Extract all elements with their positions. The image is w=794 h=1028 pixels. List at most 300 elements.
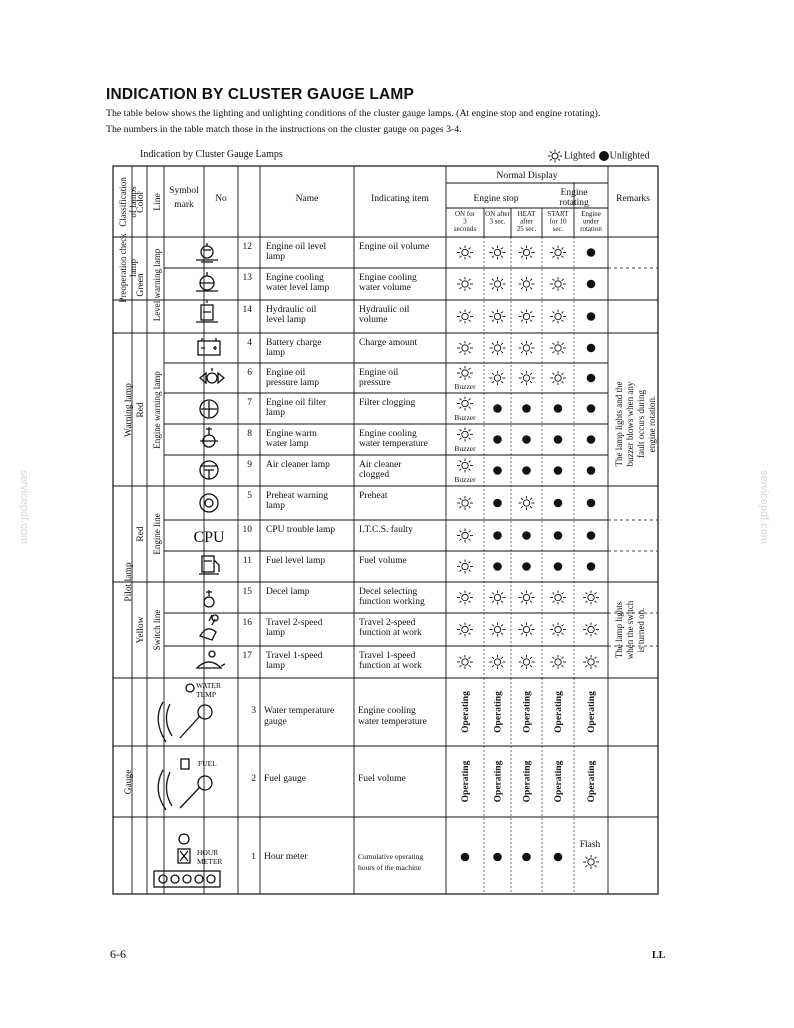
lighted-lamp-ray xyxy=(469,407,471,409)
lighted-lamp-ray xyxy=(562,287,564,289)
lighted-lamp-icon xyxy=(555,659,561,665)
lighted-lamp-ray xyxy=(469,312,471,314)
unlighted-lamp-icon xyxy=(587,435,596,444)
lighted-lamp-ray xyxy=(553,287,555,289)
lighted-lamp-ray xyxy=(501,256,503,258)
lighted-lamp-ray xyxy=(553,625,555,627)
gauge-symbol-label: HOUR xyxy=(197,848,219,857)
lighted-lamp-icon xyxy=(462,532,468,538)
lighted-lamp-ray xyxy=(553,593,555,595)
page-code: LL xyxy=(652,950,666,961)
header-sub: 3 sec. xyxy=(489,217,506,226)
header-symbol: mark xyxy=(174,200,194,210)
row-item: Engine cooling xyxy=(359,273,417,283)
unlighted-lamp-icon xyxy=(587,404,596,413)
lighted-lamp-icon xyxy=(462,370,468,376)
lighted-lamp-ray xyxy=(595,665,597,667)
lighted-lamp-ray xyxy=(501,312,503,314)
row-no: 17 xyxy=(242,651,252,661)
icon-part xyxy=(196,300,218,322)
lighted-lamp-icon xyxy=(457,246,473,260)
icon-part xyxy=(201,246,213,258)
lighted-lamp-ray xyxy=(501,343,503,345)
group-switch-line: Switch line xyxy=(152,609,162,651)
lighted-lamp-icon xyxy=(523,375,529,381)
row-item: function at work xyxy=(359,628,422,638)
icon-part xyxy=(197,662,225,668)
row-no: 14 xyxy=(242,305,252,315)
lighted-lamp-icon xyxy=(519,623,535,637)
row-name: Fuel level lamp xyxy=(266,556,326,566)
group-engine-line: Engine line xyxy=(152,513,162,555)
gauge-item: hours of the machine xyxy=(358,863,422,872)
remarks-switch: The lamp lights xyxy=(614,601,624,659)
lighted-lamp-ray xyxy=(492,633,494,635)
lighted-lamp-ray xyxy=(595,593,597,595)
lighted-lamp-ray xyxy=(492,381,494,383)
lighted-lamp-ray xyxy=(469,562,471,564)
lighted-lamp-ray xyxy=(530,593,532,595)
gauge-name: gauge xyxy=(264,717,287,727)
header-sub: HEAT xyxy=(517,210,536,218)
row-item: Fuel volume xyxy=(359,556,407,566)
header-normal-display: Normal Display xyxy=(496,171,558,181)
lighted-lamp-icon xyxy=(519,591,535,605)
row-item: Filter clogging xyxy=(359,398,416,408)
operating-label: Operating xyxy=(461,760,471,803)
lighted-lamp-ray xyxy=(460,657,462,659)
lighted-lamp-icon xyxy=(523,500,529,506)
unlighted-lamp-icon xyxy=(587,344,596,353)
lighted-lamp-ray xyxy=(460,438,462,440)
lighted-lamp-ray xyxy=(460,287,462,289)
lighted-lamp-ray xyxy=(469,461,471,463)
header-sub: under xyxy=(583,217,599,226)
header-sub: sec. xyxy=(552,225,564,233)
lighted-lamp-icon xyxy=(462,249,468,255)
unlighted-lamp-icon xyxy=(493,853,502,862)
header-sub: ON after xyxy=(485,210,510,218)
lighted-lamp-icon xyxy=(550,246,566,260)
lighted-lamp-ray xyxy=(530,633,532,635)
lighted-lamp-ray xyxy=(562,625,564,627)
lighted-lamp-ray xyxy=(469,601,471,603)
lighted-lamp-ray xyxy=(530,320,532,322)
lighted-lamp-ray xyxy=(469,343,471,345)
lighted-lamp-ray xyxy=(469,633,471,635)
header-sub: 25 sec. xyxy=(516,225,537,233)
lighted-lamp-ray xyxy=(530,279,532,281)
lighted-lamp-ray xyxy=(460,461,462,463)
lighted-lamp-ray xyxy=(460,399,462,401)
icon-part xyxy=(180,851,188,861)
unlighted-lamp-icon xyxy=(522,562,531,571)
lighted-lamp-ray xyxy=(521,256,523,258)
lighted-lamp-ray xyxy=(553,351,555,353)
lighted-lamp-ray xyxy=(530,312,532,314)
icon-part xyxy=(201,401,217,417)
lighted-lamp-icon xyxy=(457,623,473,637)
header-sub: 3 xyxy=(463,217,467,226)
row-item: Hydraulic oil xyxy=(359,305,410,315)
unlighted-lamp-icon xyxy=(522,466,531,475)
unlighted-lamp-icon xyxy=(493,435,502,444)
lighted-lamp-ray xyxy=(469,593,471,595)
lighted-lamp-icon xyxy=(588,659,594,665)
unlighted-lamp-icon xyxy=(587,280,596,289)
gauge-item: Cumulative operating xyxy=(358,852,424,861)
lighted-lamp-icon xyxy=(494,594,500,600)
row-name: level lamp xyxy=(266,315,306,325)
row-item: Charge amount xyxy=(359,338,418,348)
lighted-lamp-ray xyxy=(460,633,462,635)
lighted-lamp-ray xyxy=(530,657,532,659)
header-color: Color xyxy=(136,191,146,213)
group-red: Red xyxy=(136,526,146,542)
lighted-lamp-ray xyxy=(530,506,532,508)
lighted-lamp-ray xyxy=(530,625,532,627)
lighted-lamp-icon xyxy=(519,496,535,510)
lighted-lamp-ray xyxy=(460,469,462,471)
icon-part xyxy=(201,338,217,350)
lighted-lamp-ray xyxy=(562,381,564,383)
lighted-lamp-icon xyxy=(588,594,594,600)
lighted-lamp-ray xyxy=(469,320,471,322)
lighted-lamp-ray xyxy=(553,343,555,345)
lighted-lamp-ray xyxy=(530,381,532,383)
gauge-symbol-label: WATER xyxy=(196,681,221,690)
lighted-lamp-ray xyxy=(530,248,532,250)
lighted-lamp-ray xyxy=(501,633,503,635)
row-no: 7 xyxy=(247,398,252,408)
lighted-lamp-icon xyxy=(523,594,529,600)
lighted-lamp-ray xyxy=(521,312,523,314)
lighted-lamp-icon xyxy=(457,560,473,574)
unlighted-lamp-icon xyxy=(587,499,596,508)
lighted-lamp-ray xyxy=(460,506,462,508)
lighted-lamp-ray xyxy=(553,665,555,667)
unlighted-lamp-icon xyxy=(587,466,596,475)
icon-part xyxy=(171,875,179,883)
row-name: Battery charge xyxy=(266,338,322,348)
lighted-lamp-ray xyxy=(562,256,564,258)
row-item: Travel 2-speed xyxy=(359,618,416,628)
cpu-icon: CPU xyxy=(193,529,225,546)
unlighted-lamp-icon xyxy=(554,562,563,571)
lighted-lamp-ray xyxy=(460,279,462,281)
header-sub: after xyxy=(520,217,533,226)
gauge-name: Fuel gauge xyxy=(264,774,306,784)
operating-label: Operating xyxy=(522,691,533,733)
lighted-lamp-icon xyxy=(494,249,500,255)
lighted-lamp-icon xyxy=(583,655,599,669)
lighted-lamp-icon xyxy=(555,345,561,351)
lighted-lamp-ray xyxy=(492,256,494,258)
lighted-lamp-ray xyxy=(595,865,597,867)
unlighted-lamp-icon xyxy=(493,531,502,540)
row-name: lamp xyxy=(266,628,285,638)
lighted-lamp-ray xyxy=(469,287,471,289)
lighted-lamp-icon xyxy=(555,626,561,632)
icon-part xyxy=(196,243,218,262)
row-name: water lamp xyxy=(266,439,309,449)
header-classification: Classification xyxy=(118,177,128,227)
lighted-lamp-ray xyxy=(553,601,555,603)
lighted-lamp-ray xyxy=(586,857,588,859)
intro-line-1: The table below shows the lighting and unlighting conditions of the cluster gauge lamps. (At engine stop and engine rotating). xyxy=(106,108,601,119)
lighted-lamp-ray xyxy=(460,531,462,533)
lighted-lamp-ray xyxy=(586,593,588,595)
row-item: pressure xyxy=(359,378,391,388)
remarks-switch: is turned on. xyxy=(636,607,646,653)
unlighted-lamp-icon xyxy=(587,312,596,321)
group-warning: Warning lamp xyxy=(124,383,134,437)
lighted-lamp-ray xyxy=(562,373,564,375)
group-level-warning: Level warning lamp xyxy=(152,248,162,322)
remarks-warning: engine rotation. xyxy=(647,395,657,453)
lighted-lamp-ray xyxy=(460,430,462,432)
watermark-left: servicepdf.com xyxy=(18,470,30,544)
lighted-lamp-ray xyxy=(469,438,471,440)
lighted-lamp-ray xyxy=(586,665,588,667)
unlighted-lamp-icon xyxy=(554,853,563,862)
lighted-lamp-ray xyxy=(553,657,555,659)
row-item: volume xyxy=(359,315,388,325)
lighted-lamp-ray xyxy=(492,312,494,314)
lighted-lamp-icon xyxy=(462,400,468,406)
lighted-lamp-ray xyxy=(501,601,503,603)
icon-part xyxy=(179,834,189,844)
row-item: Engine oil xyxy=(359,368,399,378)
lighted-lamp-ray xyxy=(501,287,503,289)
icon-part xyxy=(207,373,217,383)
header-sub: rotation xyxy=(580,225,602,233)
lighted-lamp-ray xyxy=(521,248,523,250)
icon-part xyxy=(183,875,191,883)
lighted-lamp-icon xyxy=(494,375,500,381)
lighted-lamp-ray xyxy=(521,279,523,281)
lighted-lamp-icon xyxy=(462,345,468,351)
row-item: Preheat xyxy=(359,491,388,501)
lighted-lamp-icon xyxy=(457,341,473,355)
lighted-lamp-icon xyxy=(555,313,561,319)
lighted-lamp-ray xyxy=(469,376,471,378)
lighted-lamp-icon xyxy=(490,591,506,605)
unlighted-lamp-icon xyxy=(554,435,563,444)
lighted-lamp-ray xyxy=(469,570,471,572)
legend-unlighted: Unlighted xyxy=(609,150,650,162)
unlighted-lamp-icon xyxy=(493,404,502,413)
engine-cooling-water-level-icon xyxy=(196,272,218,291)
lighted-lamp-ray xyxy=(562,657,564,659)
lighted-lamp-ray xyxy=(460,376,462,378)
table-caption: Indication by Cluster Gauge Lamps xyxy=(140,149,283,160)
lighted-lamp-icon xyxy=(457,277,473,291)
lighted-lamp-icon xyxy=(550,655,566,669)
row-no: 15 xyxy=(242,587,252,597)
lighted-lamp-icon xyxy=(523,313,529,319)
lighted-lamp-ray xyxy=(460,343,462,345)
group-preoperation: Preoperation check xyxy=(118,233,128,303)
lighted-lamp-ray xyxy=(469,279,471,281)
row-name: pressure lamp xyxy=(266,378,320,388)
lighted-lamp-icon xyxy=(490,371,506,385)
operating-label: Operating xyxy=(493,760,504,803)
lighted-lamp-icon xyxy=(462,659,468,665)
lighted-lamp-ray xyxy=(501,279,503,281)
watermark-right: servicepdf.com xyxy=(758,470,770,544)
header-engine-rotating: Engine xyxy=(560,188,588,198)
lighted-lamp-ray xyxy=(530,351,532,353)
lighted-lamp-ray xyxy=(562,312,564,314)
travel-1-speed-icon xyxy=(197,651,225,668)
lighted-lamp-icon xyxy=(550,591,566,605)
lighted-lamp-ray xyxy=(492,625,494,627)
operating-label: Operating xyxy=(493,691,504,733)
page-number: 6-6 xyxy=(110,947,126,961)
row-name: Engine warm xyxy=(266,429,317,439)
row-name: Engine cooling xyxy=(266,273,324,283)
lighted-lamp-icon xyxy=(494,313,500,319)
lighted-lamp-ray xyxy=(469,368,471,370)
unlighted-lamp-icon xyxy=(554,404,563,413)
unlighted-lamp-icon xyxy=(461,853,470,862)
lighted-lamp-icon xyxy=(550,371,566,385)
lighted-lamp-icon xyxy=(462,313,468,319)
lighted-lamp-ray xyxy=(492,248,494,250)
lighted-lamp-ray xyxy=(562,248,564,250)
row-name: CPU trouble lamp xyxy=(266,525,336,535)
lighted-lamp-ray xyxy=(492,279,494,281)
lighted-lamp-ray xyxy=(562,279,564,281)
lighted-lamp-ray xyxy=(501,593,503,595)
lighted-lamp-ray xyxy=(586,865,588,867)
buzzer-label: Buzzer xyxy=(454,444,476,453)
icon-part xyxy=(200,615,216,640)
icon-part xyxy=(195,875,203,883)
icon-part xyxy=(186,684,194,692)
lighted-lamp-ray xyxy=(501,320,503,322)
row-name: Travel 2-speed xyxy=(266,618,323,628)
header-sub: Engine xyxy=(581,210,601,218)
icon-part xyxy=(158,770,172,810)
row-item: clogged xyxy=(359,470,390,480)
header-classification: of lamps xyxy=(128,186,138,218)
header-sub: for 10 xyxy=(549,217,567,226)
lighted-lamp-ray xyxy=(553,279,555,281)
lighted-lamp-ray xyxy=(501,373,503,375)
lighted-lamp-ray xyxy=(530,665,532,667)
lighted-lamp-ray xyxy=(521,625,523,627)
gauge-item: Engine cooling xyxy=(358,706,416,716)
unlighted-lamp-icon xyxy=(587,248,596,257)
fuel-level-icon xyxy=(199,556,219,574)
legend-lighted: Lighted xyxy=(564,150,596,162)
row-no: 13 xyxy=(242,273,252,283)
icon-part xyxy=(206,590,212,596)
lighted-lamp-ray xyxy=(501,625,503,627)
lighted-lamp-icon xyxy=(523,249,529,255)
lighted-lamp-ray xyxy=(469,351,471,353)
row-item: Air cleaner xyxy=(359,460,402,470)
lighted-lamp-ray xyxy=(469,531,471,533)
lighted-lamp-icon xyxy=(457,459,473,473)
operating-label: Operating xyxy=(522,760,533,803)
lighted-lamp-ray xyxy=(469,469,471,471)
lighted-lamp-ray xyxy=(469,430,471,432)
lighted-lamp-icon xyxy=(462,281,468,287)
lighted-lamp-ray xyxy=(562,320,564,322)
group-yellow: Yellow xyxy=(136,616,146,644)
air-cleaner-icon xyxy=(200,461,218,479)
lighted-lamp-ray xyxy=(460,601,462,603)
buzzer-label: Buzzer xyxy=(454,413,476,422)
icon-part xyxy=(196,272,218,291)
group-red: Red xyxy=(136,402,146,418)
lighted-lamp-ray xyxy=(562,601,564,603)
row-item: water temperature xyxy=(359,439,428,449)
lighted-lamp-icon xyxy=(519,371,535,385)
lighted-lamp-ray xyxy=(492,351,494,353)
lighted-lamp-icon xyxy=(462,626,468,632)
lighted-lamp-icon xyxy=(462,563,468,569)
header-sub: seconds xyxy=(453,225,477,233)
lighted-lamp-ray xyxy=(501,248,503,250)
lighted-lamp-icon xyxy=(494,626,500,632)
row-name: Travel 1-speed xyxy=(266,651,323,661)
lighted-lamp-icon xyxy=(555,249,561,255)
lighted-lamp-icon xyxy=(555,281,561,287)
lighted-lamp-ray xyxy=(586,625,588,627)
row-name: lamp xyxy=(266,661,285,671)
lighted-lamp-icon xyxy=(550,277,566,291)
lighted-lamp-ray xyxy=(469,248,471,250)
lighted-lamp-icon xyxy=(494,345,500,351)
lighted-lamp-ray xyxy=(521,506,523,508)
lighted-lamp-icon xyxy=(555,594,561,600)
lighted-lamp-icon xyxy=(457,591,473,605)
lighted-lamp-ray xyxy=(530,601,532,603)
lighted-lamp-icon xyxy=(490,277,506,291)
lighted-lamp-ray xyxy=(553,633,555,635)
header-sub: ON for xyxy=(454,210,476,218)
unlighted-lamp-icon xyxy=(493,466,502,475)
lighted-lamp-icon xyxy=(462,594,468,600)
icon-part xyxy=(159,875,167,883)
lighted-lamp-ray xyxy=(521,665,523,667)
intro-line-2: The numbers in the table match those in the instructions on the cluster gauge on pages 3-4. xyxy=(106,124,462,135)
lighted-lamp-ray xyxy=(469,256,471,258)
lighted-lamp-ray xyxy=(595,601,597,603)
lighted-lamp-ray xyxy=(530,287,532,289)
lighted-lamp-ray xyxy=(501,351,503,353)
lighted-lamp-ray xyxy=(460,320,462,322)
row-item: Travel 1-speed xyxy=(359,651,416,661)
remarks-warning: The lamp lights and the xyxy=(614,381,624,467)
row-item: Engine oil volume xyxy=(359,242,430,252)
lighted-lamp-icon xyxy=(519,277,535,291)
lighted-lamp-ray xyxy=(492,287,494,289)
unlighted-lamp-icon xyxy=(587,374,596,383)
preheat-icon xyxy=(200,494,218,512)
lighted-lamp-ray xyxy=(469,657,471,659)
lighted-lamp-ray xyxy=(530,256,532,258)
row-no: 11 xyxy=(242,556,252,566)
unlighted-lamp-icon xyxy=(554,499,563,508)
symbol-marks xyxy=(154,243,225,887)
lighted-lamp-ray xyxy=(492,601,494,603)
lighted-lamp-icon xyxy=(523,281,529,287)
